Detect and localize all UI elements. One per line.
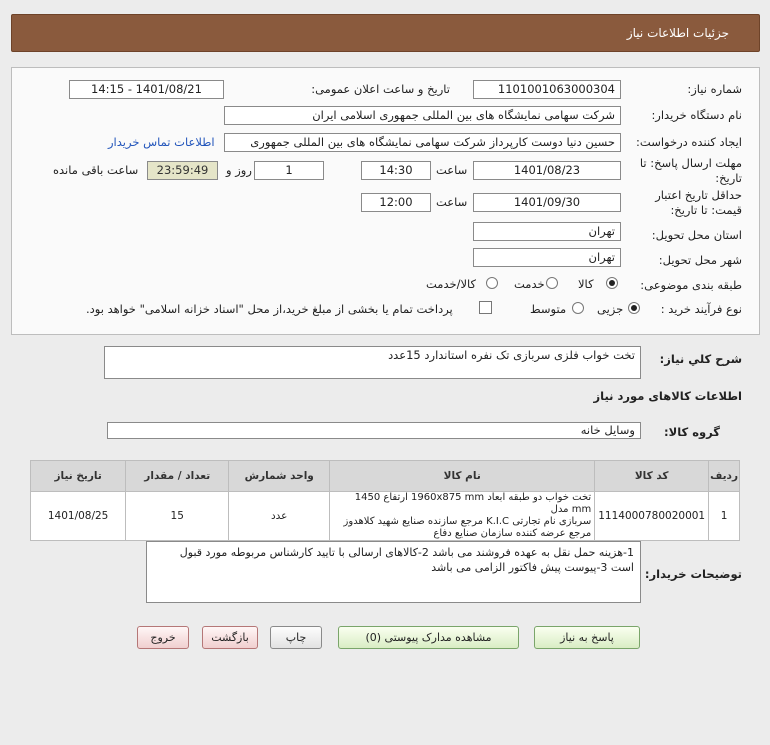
buyer-org-field: شرکت سهامی نمایشگاه های بین المللی جمهوری اسلامی ایران	[224, 106, 621, 125]
reply-time-field: 14:30	[361, 161, 431, 180]
page-header	[11, 14, 760, 52]
buyer-notes-field	[146, 541, 641, 603]
remaining-label: ساعت باقی مانده	[53, 163, 139, 177]
price-validity-label-2: قیمت: تا تاریخ:	[670, 203, 742, 217]
category-radio-goods[interactable]	[606, 277, 618, 289]
cell-name	[330, 492, 595, 541]
province-field: تهران	[473, 222, 621, 241]
reply-button[interactable]: پاسخ به نیاز	[534, 626, 640, 649]
buyer-org-label: نام دستگاه خریدار:	[651, 108, 742, 122]
cell-unit: عدد	[229, 492, 330, 541]
price-validity-time-field: 12:00	[361, 193, 431, 212]
cell-name-line-3: مرجع عرضه کننده سازمان صنایع دفاع	[433, 528, 592, 539]
col-qty: تعداد / مقدار	[126, 461, 229, 492]
buyer-notes-line-1: 1-هزینه حمل نقل به عهده فروشند می باشد 2-کالاهای ارسالی با تایید کارشناس مربوطه مورد قبول	[179, 546, 634, 559]
category-option-goods: کالا	[578, 277, 594, 291]
days-remaining-field: 1	[254, 161, 324, 180]
cell-name-line-1: تخت خواب دو طبقه ابعاد 1960x875 mm ارتفاع 1450 mm مدل	[354, 492, 592, 515]
process-radio-minor[interactable]	[628, 302, 640, 314]
announce-date-field: 1401/08/21 - 14:15	[69, 80, 224, 99]
process-type-label: نوع فرآیند خرید :	[660, 302, 742, 316]
category-label: طبقه بندی موضوعی:	[640, 278, 742, 292]
cell-date: 1401/08/25	[31, 492, 126, 541]
attachments-button[interactable]: مشاهده مدارک پیوستی (0)	[338, 626, 519, 649]
creator-label: ایجاد کننده درخواست:	[636, 135, 742, 149]
reply-time-label: ساعت	[436, 163, 468, 177]
col-unit: واحد شمارش	[229, 461, 330, 492]
cell-name-line-2: سربازی نام تجارتی K.I.C مرجع سازنده صنایع شهید کلاهدوز	[343, 516, 592, 527]
price-validity-time-label: ساعت	[436, 195, 468, 209]
cell-qty: 15	[126, 492, 229, 541]
buyer-notes-line-2: است 3-پیوست پیش فاکتور الزامی می باشد	[431, 561, 634, 574]
days-label: روز و	[226, 163, 252, 177]
remaining-timer: 23:59:49	[147, 161, 218, 180]
reply-date-field: 1401/08/23	[473, 161, 621, 180]
cell-row: 1	[709, 492, 740, 541]
goods-group-label: گروه کالا:	[664, 425, 720, 439]
process-radio-medium[interactable]	[572, 302, 584, 314]
need-number-label: شماره نیاز:	[687, 82, 742, 96]
category-radio-service[interactable]	[546, 277, 558, 289]
col-row: ردیف	[709, 461, 740, 492]
need-number-field: 1101001063000304	[473, 80, 621, 99]
reply-deadline-label: مهلت ارسال پاسخ: تا	[639, 156, 742, 170]
creator-field: حسین دنیا دوست کارپرداز شرکت سهامی نمایشگاه های بین المللی جمهوری	[224, 133, 621, 152]
process-option-minor: جزیی	[597, 302, 624, 316]
treasury-checkbox[interactable]	[479, 301, 492, 314]
category-option-goods-service: کالا/خدمت	[426, 277, 477, 291]
city-label: شهر محل تحویل:	[658, 253, 742, 267]
col-name: نام کالا	[330, 461, 595, 492]
back-button[interactable]: بازگشت	[202, 626, 258, 649]
col-code: کد کالا	[595, 461, 709, 492]
category-option-service: خدمت	[514, 277, 545, 291]
price-validity-date-field: 1401/09/30	[473, 193, 621, 212]
announce-date-label: تاریخ و ساعت اعلان عمومی:	[311, 82, 450, 96]
price-validity-label: حداقل تاریخ اعتبار	[655, 188, 742, 202]
process-option-medium: متوسط	[530, 302, 567, 316]
exit-button[interactable]: خروج	[137, 626, 189, 649]
category-radio-goods-service[interactable]	[486, 277, 498, 289]
table-row	[31, 492, 740, 541]
province-label: استان محل تحویل:	[651, 228, 742, 242]
city-field: تهران	[473, 248, 621, 267]
cell-code: 1114000780020001	[595, 492, 709, 541]
goods-group-field: وسایل خانه	[107, 422, 641, 439]
buyer-contact-link[interactable]: اطلاعات تماس خریدار	[108, 135, 215, 149]
treasury-checkbox-label: پرداخت تمام یا بخشی از مبلغ خرید،از محل "اسناد خزانه اسلامی" خواهد بود.	[86, 302, 453, 316]
goods-info-title: اطلاعات کالاهای مورد نیاز	[593, 389, 742, 403]
summary-label: شرح کلي نياز:	[659, 352, 742, 366]
goods-table	[30, 460, 740, 541]
page-title: جزئیات اطلاعات نیاز	[626, 26, 729, 40]
reply-deadline-label-2: تاریخ:	[715, 171, 742, 185]
print-button[interactable]: چاپ	[270, 626, 322, 649]
summary-field: تخت خواب فلزی سربازی تک نفره استاندارد 15عدد	[104, 346, 641, 379]
col-date: تاریخ نیاز	[31, 461, 126, 492]
buyer-notes-label: توضیحات خریدار:	[644, 567, 742, 581]
